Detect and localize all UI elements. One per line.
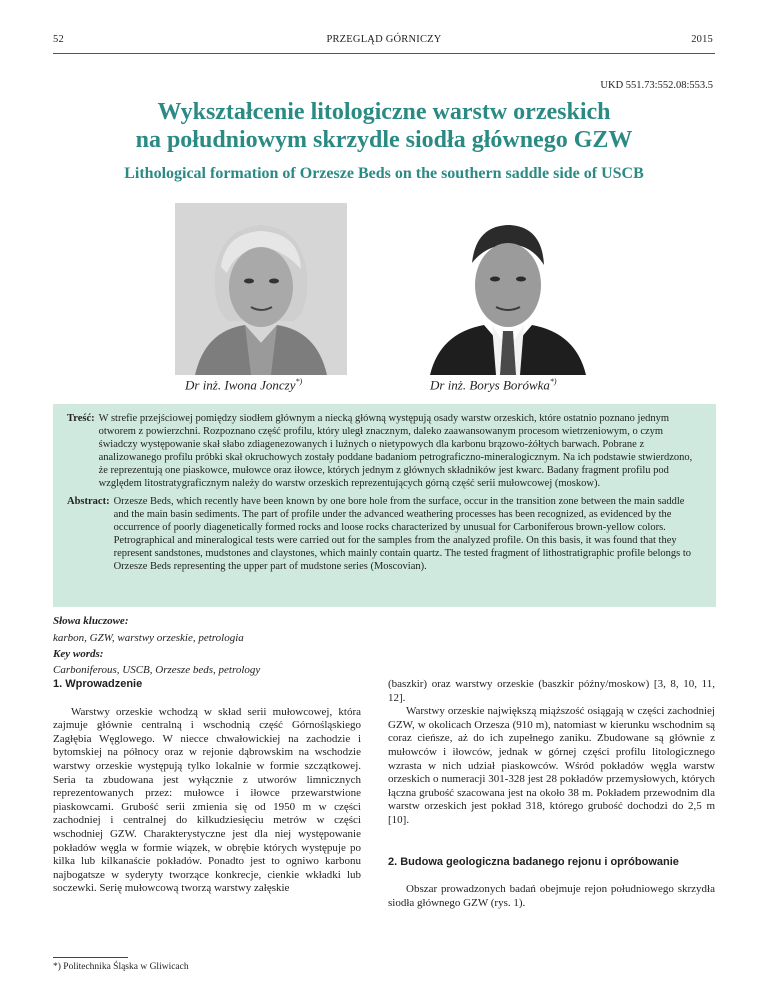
author-photo-borowka [420,203,592,375]
keywords-english-text: Carboniferous, USCB, Orzesze beds, petrology [53,664,261,676]
issue-year: 2015 [691,34,713,45]
udk-code: UKD 551.73:552.08:553.5 [600,80,713,91]
keywords-polish-text: karbon, GZW, warstwy orzeskie, petrologia [53,632,244,644]
author-caption-borowka [430,377,557,393]
footnote-rule [53,957,128,958]
keywords-english-label: Key words: [53,648,104,660]
title-line-1: Wykształcenie litologiczne warstw orzeskich [157,99,611,125]
abstract-polish-label: Treść: [67,413,95,424]
author-caption-jonczy [185,377,302,393]
journal-name: PRZEGLĄD GÓRNICZY [326,34,442,45]
article-title [40,98,728,154]
author-name: Dr inż. Iwona Jonczy [185,377,296,393]
author-photo-jonczy [175,203,347,375]
page-number: 52 [53,34,64,45]
author-name: Dr inż. Borys Borówka [430,377,550,393]
section-2-heading: 2. Budowa geologiczna badanego rejonu i opróbowanie [388,855,679,868]
body-column-left [53,678,361,896]
section-1-paragraph-1-continued: (baszkir) oraz warstwy orzeskie (baszkir późny/moskow) [3, 8, 10, 11, 12]. [388,678,715,704]
abstract-english [67,495,702,574]
section-1-heading: 1. Wprowadzenie [53,678,143,690]
section-2-paragraph-1: Obszar prowadzonych badań obejmuje rejon południowego skrzydła siodła głównego GZW (rys. 1). [388,883,715,909]
abstract-polish [67,412,702,491]
abstract-polish-text: W strefie przejściowej pomiędzy siodłem głównym a niecką główną występują osady warstw orzeskich, które ostatnio poznano jednym otworem z powierzchni. Rozpoznano część profilu, który uległ znacznym, daleko zaawansowanym procesom wietrzeniowym, o czym świadczy występowanie skał słabo zdiagenezowanych i luźnych o nietypowych dla karbonu brązowo-żółtych barwach. Pobrane z analizowanego profilu próbki skał okruchowych zostały poddane badaniom petrograficzno-mineralogicznym. Na ich podstawie stwierdzono, że reprezentują one piaskowce, mułowce oraz iłowce, których jednym z głównych składników jest kwarc. Badany fragment profilu pod względem litostratygraficznym należy do warstw orzeskich reprezentujących górną część serii mułowcowej (moskow). [98,413,693,490]
title-line-2: na południowym skrzydle siodła głównego GZW [135,127,633,153]
article-subtitle: Lithological formation of Orzesze Beds on the southern saddle side of USCB [124,165,644,182]
section-1-paragraph-2: Warstwy orzeskie największą miąższość osiągają w części zachodniej GZW, w okolicach Orzesza (910 m), natomiast w kierunku wschodnim są coraz cieńsze, aż do ich zupełnego zaniku. Zbudowane są głównie z mułowców i iłowców, jednak w górnej części profilu litologicznego wzrasta w nich udział piaskowców. Wśród pokładów węgla warstw orzeskich o numeracji 301-328 jest 28 pokładów przemysłowych, których łączna grubość szacowana jest na około 38 m. Pokładem przewodnim dla warstw orzeskich jest pokład 318, którego grubość dochodzi do 2,5 m [10]. [388,705,715,826]
footnote: *) Politechnika Śląska w Gliwicach [53,962,189,972]
abstract-english-label: Abstract: [67,495,110,507]
section-1-paragraph-1: Warstwy orzeskie wchodzą w skład serii mułowcowej, która zajmuje głównie centralną i wschodnią część Górnośląskiego Zagłębia Węglowego. W niecce chwałowickiej na zachodzie i bytomskiej na północy oraz w rejonie dąbrowskim na wschodzie warstwy orzeskie występują tylko lokalnie w formie szczątkowej. Seria ta zbudowana jest wyłącznie z utworów limnicznych reprezentowanych przez: mułowce i iłowce przewarstwione piaskowcami. Grubość serii zmienia się od 1950 m w części zachodniej i centralnej do kilkudziesięciu metrów w części wschodniej GZW. Charakterystyczne jest dla niej występowanie pokładów węgla w formie wiązek, w obrębie których występuje po kilka lub kilkanaście pokładów. Ponadto jest to ogniwo karbonu najbogatsze w syderyty tworzące konkrecje, cienkie wkładki lub soczewki. Serię mułowcową tworzą warstwy załęskie [53,705,361,895]
author-mark: *) [549,377,557,386]
header-rule [53,53,715,54]
abstract-box [53,404,716,607]
body-column-right [388,678,715,910]
abstract-english-text: Orzesze Beds, which recently have been known by one bore hole from the surface, occur in the transition zone between the main saddle and the main basin sediments. The part of profile under the advanced weathering processes has been recognized, as evidenced by the occurrence of poorly diagenetically formed rocks and loose rocks characterized by unusual for Carboniferous brown-yellow colors. Petrographical and mineralogical tests were carried out for the samples from the analyzed profile. On this basis, it was found that they represent sandstones, mudstones and claystones, which mainly contain quartz. The tested fragment of lithostratigraphic profile belongs to Orzesze Beds representing the upper part of mudstone series (Moscovian). [113,495,692,573]
author-mark: *) [295,377,303,386]
keywords-polish-label: Słowa kluczowe: [53,615,129,627]
